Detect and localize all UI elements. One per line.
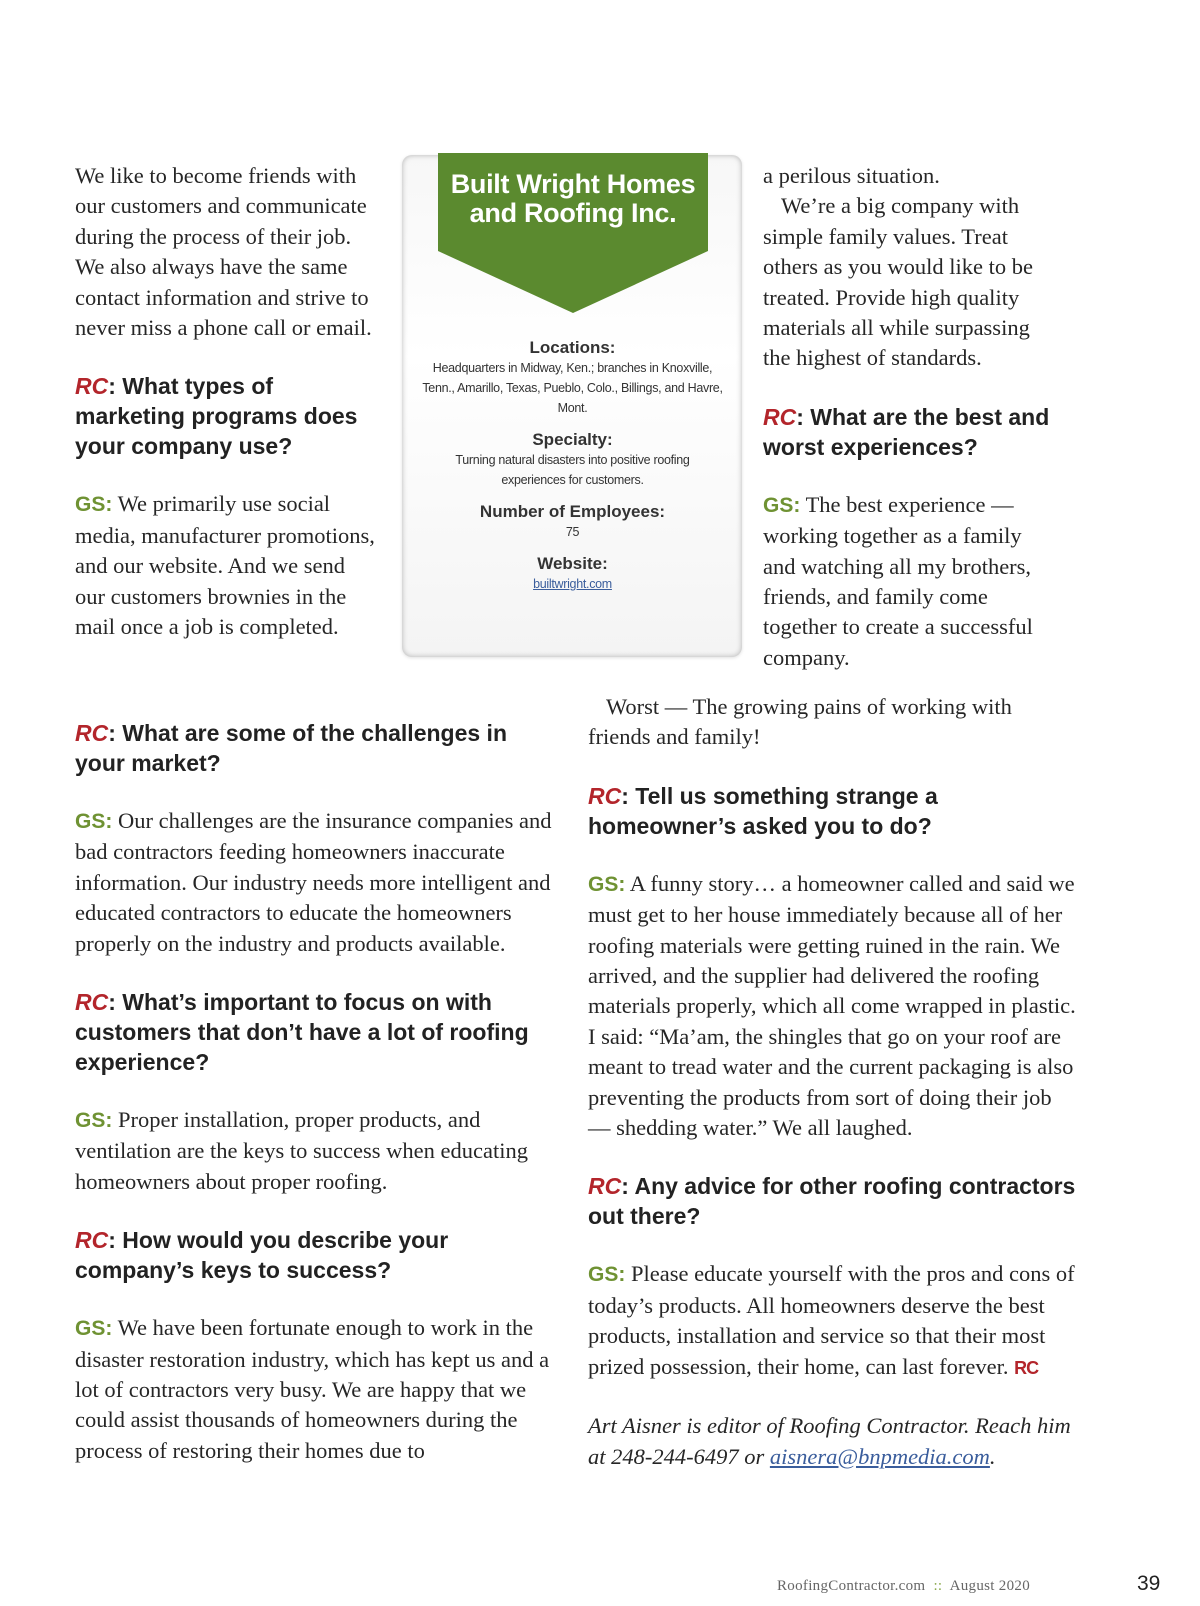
locations-label: Locations: [529,338,616,357]
question-text: What types of marketing programs does your company use? [75,373,358,460]
employees-value: 75 [565,525,580,539]
website-label: Website: [537,554,608,573]
question-experiences: RC: What are the best and worst experiences? [763,403,1050,460]
page-number: 39 [1137,1572,1161,1595]
author-byline: Art Aisner is editor of Roofing Contractor. Reach him at 248-244-6497 or aisnera@bnpmedia.com. [588,1413,1071,1469]
answer-focus: GS: Proper installation, proper products, and ventilation are the keys to success when educating homeowners about proper roofing. [75,1107,528,1194]
answer-keys-p2: We’re a big company with simple family values. Treat others as you would like to be treated. Provide high quality materials all while surpassing the highest of standards. [763,193,1033,371]
question-challenges: RC: What are some of the challenges in your market? [75,720,507,776]
gs-label: GS: [75,493,113,517]
answer-marketing [75,489,375,642]
right-column-bottom [588,692,1076,1472]
company-name: Built Wright Homes and Roofing Inc. [450,169,696,228]
answer-challenges: GS: Our challenges are the insurance companies and bad contractors feeding homeowners inaccurate information. Our industry needs more intelligent and educated contractors to educate the homeowners properly on the industry and products available. [75,808,552,956]
left-column-top [75,161,375,642]
employees-label: Number of Employees: [479,502,666,521]
question-marketing: RC: What types of marketing programs does your company use? [75,373,358,460]
answer-advice: GS: Please educate yourself with the pros and cons of today’s products. All homeowners deserve the best products, installation and service so that their most prized possession, their home, can last forever. RC [588,1261,1075,1379]
specialty-label: Specialty: [532,430,613,449]
question-focus: RC: What’s important to focus on with customers that don’t have a lot of roofing experience? [75,989,529,1076]
rc-label: RC [75,373,109,400]
answer-experiences-worst: Worst — The growing pains of working with friends and family! [588,694,1012,750]
author-email-link[interactable]: aisnera@bnpmedia.com [769,1443,990,1469]
answer-keys-continued: a perilous situation. [763,163,940,188]
website-link[interactable]: builtwright.com [533,577,612,591]
intro-paragraph: We like to become friends with our customers and communicate during the process of their job. We also always have the same contact information and strive to never miss a phone call or email. [75,163,372,341]
answer-experiences: GS: The best experience — working together as a family and watching all my brothers, friends, and family come together to create a successful company. [763,491,1033,670]
right-column-top [763,161,1053,673]
question-advice: RC: Any advice for other roofing contractors out there? [588,1173,1076,1230]
question-strange: RC: Tell us something strange a homeowner’s asked you to do? [588,782,938,839]
footer-site: RoofingContractor.com [777,1578,926,1594]
question-keys: RC: How would you describe your company’s keys to success? [75,1227,449,1284]
answer-text: We primarily use social media, manufacturer promotions, and our website. And we send our customers brownies in the mail once a job is completed. [75,491,375,640]
footer-separator: :: [933,1578,943,1594]
end-mark-logo: RC [1014,1357,1039,1378]
answer-keys: GS: We have been fortunate enough to work in the disaster restoration industry, which has kept us and a lot of contractors very busy. We are happy that we could assist thousands of homeowners during the process of restoring their homes due to [75,1315,550,1463]
specialty-text: Turning natural disasters into positive roofing experiences for customers. [455,453,690,487]
answer-strange: GS: A funny story… a homeowner called and said we must get to her house immediately because all of her roofing materials were getting ruined in the rain. We arrived, and the supplier had delivered the roofing materials properly, which all come wrapped in plastic. I said: “Ma’am, the shingles that go on your roof are meant to tread water and the current packaging is also preventing the products from sort of doing their job — shedding water.” We all laughed. [588,870,1076,1141]
company-details [420,338,725,594]
locations-text: Headquarters in Midway, Ken.; branches in Knoxville, Tenn., Amarillo, Texas, Pueblo, Colo., Billings, and Havre, Mont. [422,361,723,415]
footer-issue: August 2020 [949,1578,1030,1594]
page-footer [777,1578,1030,1595]
left-column-bottom [75,718,563,1466]
